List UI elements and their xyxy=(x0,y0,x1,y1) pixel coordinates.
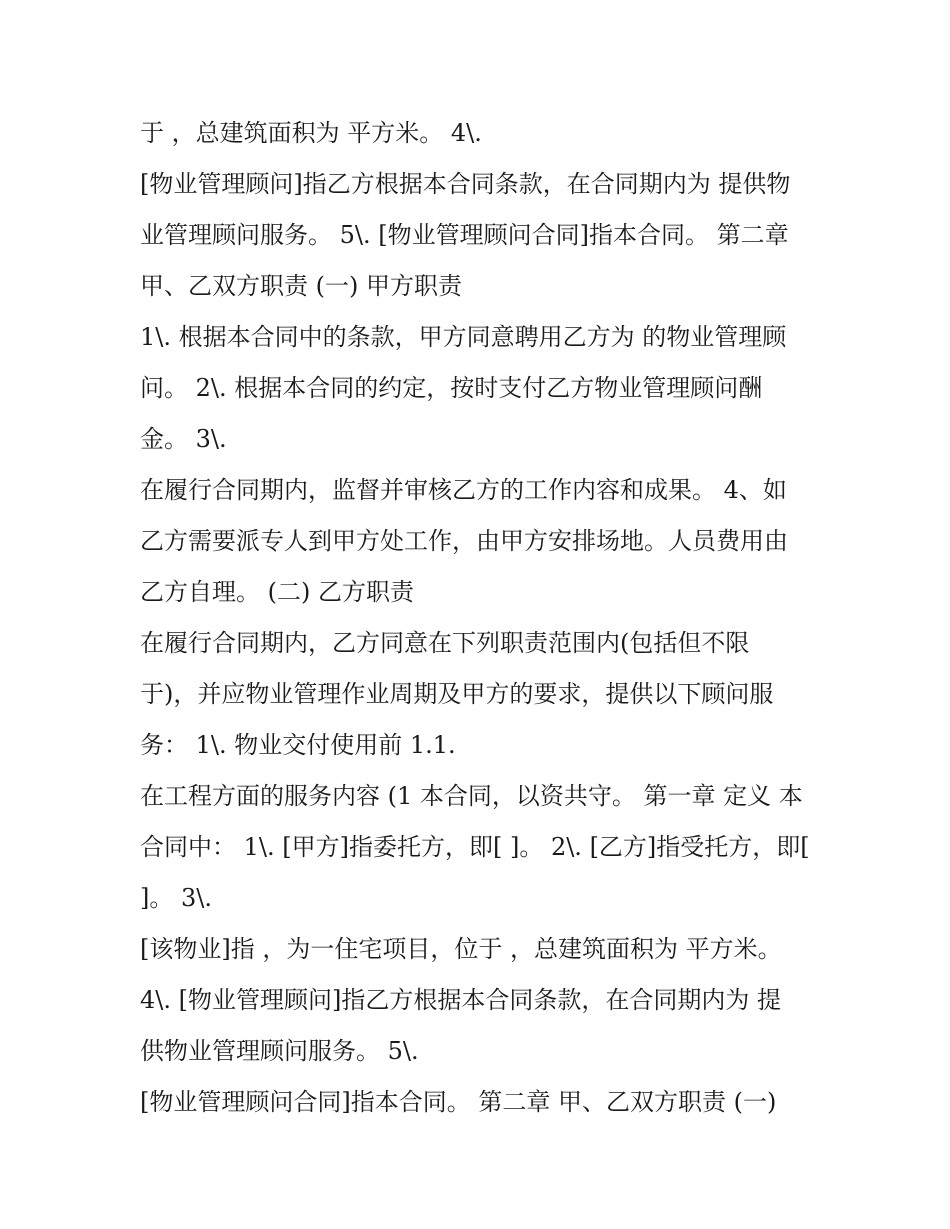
text-line-18: 4\. [物业管理顾问]指乙方根据本合同条款，在合同期内为 提 xyxy=(140,986,781,1014)
text-line-19: 供物业管理顾问服务。 5\. xyxy=(140,1037,419,1065)
text-line-13: 务： 1\. 物业交付使用前 1.1. xyxy=(140,731,456,759)
text-line-4: 甲、乙双方职责 (一) 甲方职责 xyxy=(140,272,462,300)
text-line-5: 1\. 根据本合同中的条款，甲方同意聘用乙方为 的物业管理顾 xyxy=(140,323,787,351)
text-line-8: 在履行合同期内，监督并审核乙方的工作内容和成果。 4、如 xyxy=(140,476,787,504)
text-line-14: 在工程方面的服务内容 (1 本合同，以资共守。 第一章 定义 本 xyxy=(140,782,803,810)
text-line-15: 合同中： 1\. [甲方]指委托方，即[ ]。 2\. [乙方]指受托方，即[ xyxy=(140,833,810,861)
text-line-10: 乙方自理。 (二) 乙方职责 xyxy=(140,578,414,606)
text-line-2: [物业管理顾问]指乙方根据本合同条款，在合同期内为 提供物 xyxy=(140,170,791,198)
text-line-3: 业管理顾问服务。 5\. [物业管理顾问合同]指本合同。 第二章 xyxy=(140,221,789,249)
text-line-16: ]。 3\. xyxy=(140,884,212,912)
text-line-20: [物业管理顾问合同]指本合同。 第二章 甲、乙双方职责 (一) xyxy=(140,1088,777,1116)
text-line-12: 于)，并应物业管理作业周期及甲方的要求，提供以下顾问服 xyxy=(140,680,774,708)
text-line-11: 在履行合同期内，乙方同意在下列职责范围内(包括但不限 xyxy=(140,629,750,657)
document-body xyxy=(140,108,820,1128)
text-line-7: 金。 3\. xyxy=(140,425,227,453)
text-line-17: [该物业]指 ，为一住宅项目，位于 ，总建筑面积为 平方米。 xyxy=(140,935,782,963)
text-line-1: 于 ，总建筑面积为 平方米。 4\. xyxy=(140,119,482,147)
text-line-6: 问。 2\. 根据本合同的约定，按时支付乙方物业管理顾问酬 xyxy=(140,374,763,402)
text-line-9: 乙方需要派专人到甲方处工作，由甲方安排场地。人员费用由 xyxy=(140,527,788,555)
